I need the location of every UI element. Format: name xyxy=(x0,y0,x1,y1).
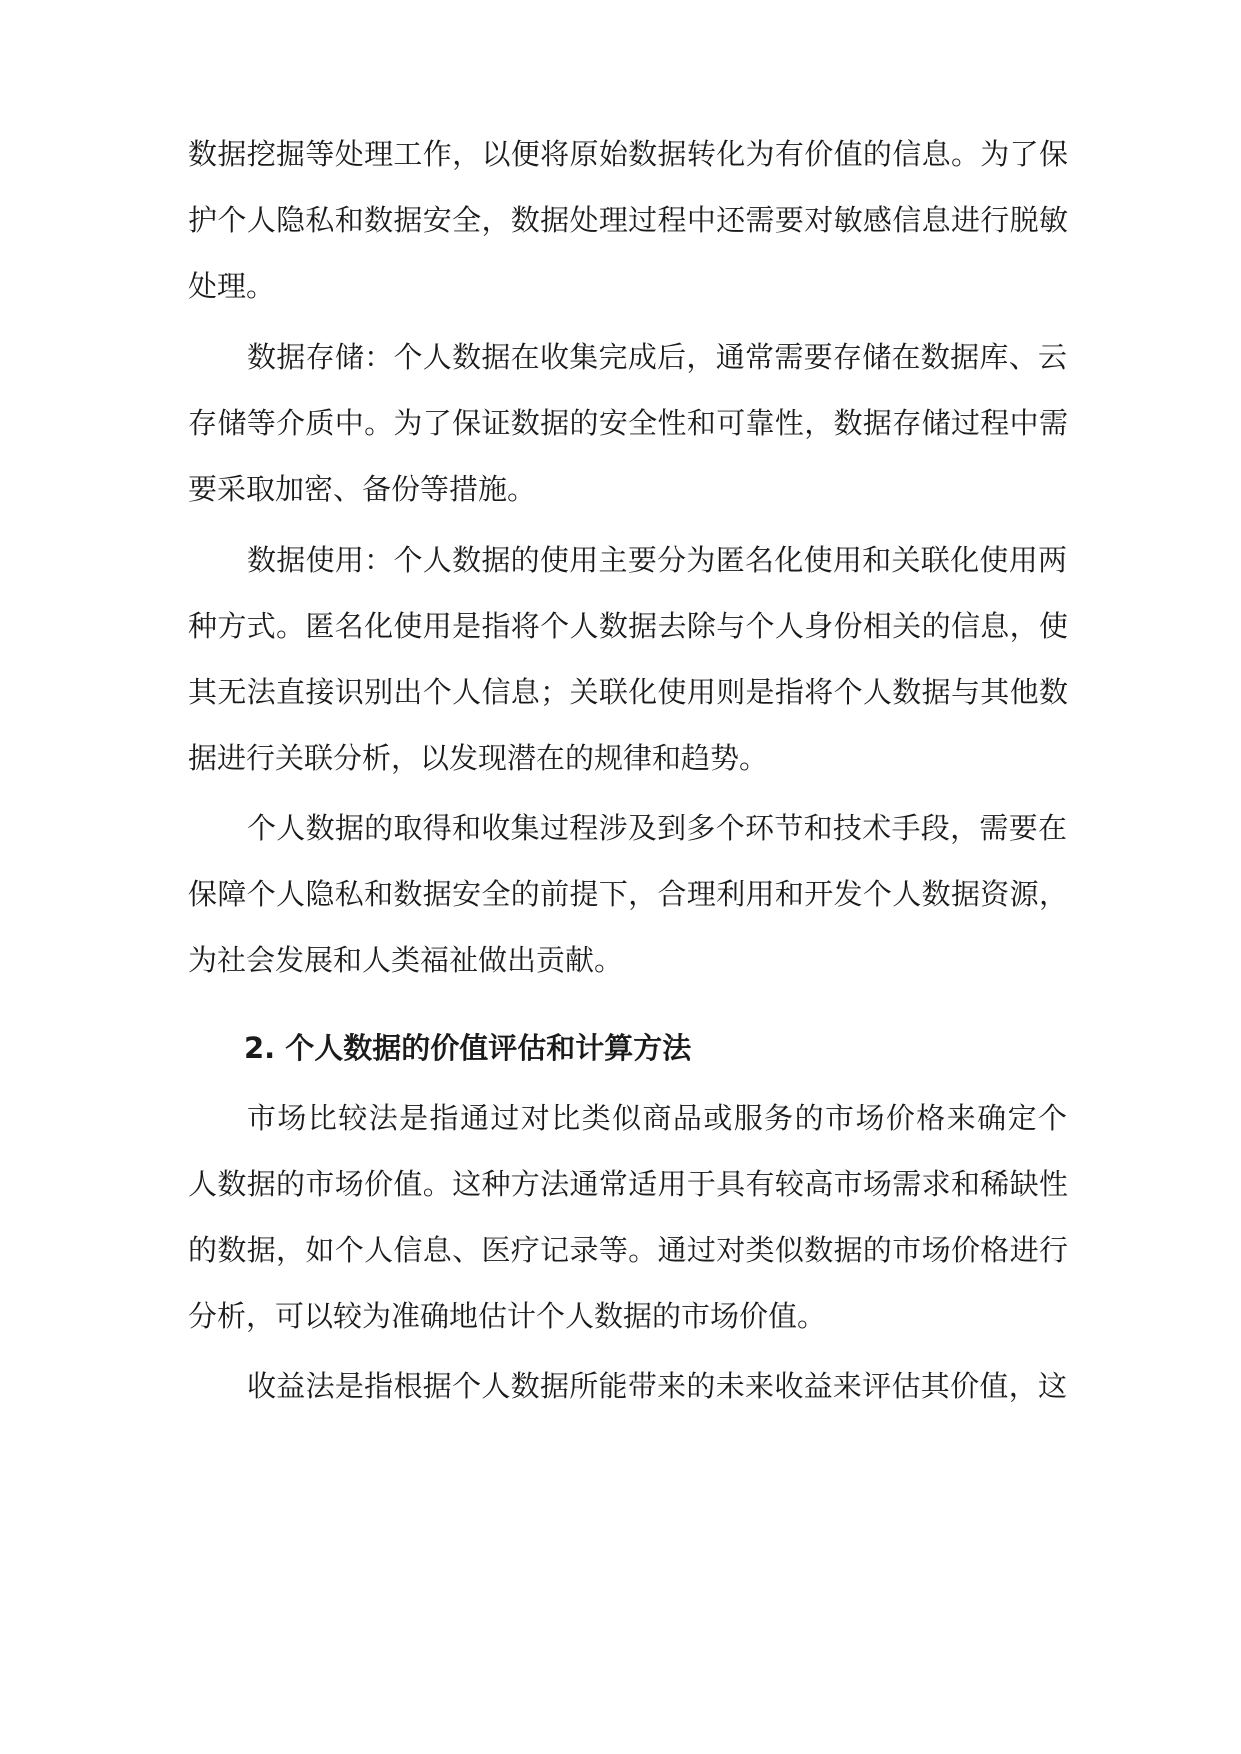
paragraph-line: 种方式。匿名化使用是指将个人数据去除与个人身份相关的信息，使 xyxy=(188,609,1068,643)
paragraph-line: 市场比较法是指通过对比类似商品或服务的市场价格来确定个 xyxy=(247,1101,1067,1135)
paragraph-line: 存储等介质中。为了保证数据的安全性和可靠性，数据存储过程中需 xyxy=(188,406,1068,440)
paragraph-line: 数据使用：个人数据的使用主要分为匿名化使用和关联化使用两 xyxy=(247,543,1067,577)
paragraph-line: 人数据的市场价值。这种方法通常适用于具有较高市场需求和稀缺性 xyxy=(188,1167,1068,1201)
paragraph-line: 分析，可以较为准确地估计个人数据的市场价值。 xyxy=(188,1299,827,1333)
paragraph-line: 据进行关联分析，以发现潜在的规律和趋势。 xyxy=(188,741,769,775)
paragraph-line: 数据存储：个人数据在收集完成后，通常需要存储在数据库、云 xyxy=(247,340,1067,374)
paragraph-line: 个人数据的取得和收集过程涉及到多个环节和技术手段，需要在 xyxy=(247,811,1067,845)
paragraph-line: 数据挖掘等处理工作，以便将原始数据转化为有价值的信息。为了保 xyxy=(188,137,1068,171)
paragraph-line: 护个人隐私和数据安全，数据处理过程中还需要对敏感信息进行脱敏 xyxy=(188,203,1068,237)
section-heading: 2. 个人数据的价值评估和计算方法 xyxy=(244,1031,692,1065)
paragraph-line: 收益法是指根据个人数据所能带来的未来收益来评估其价值，这 xyxy=(247,1369,1067,1403)
paragraph-line: 保障个人隐私和数据安全的前提下，合理利用和开发个人数据资源， xyxy=(188,877,1068,911)
paragraph-line: 要采取加密、备份等措施。 xyxy=(188,472,537,506)
paragraph-line: 为社会发展和人类福祉做出贡献。 xyxy=(188,943,624,977)
paragraph-line: 处理。 xyxy=(188,269,276,303)
paragraph-line: 的数据，如个人信息、医疗记录等。通过对类似数据的市场价格进行 xyxy=(188,1233,1068,1267)
paragraph-line: 其无法直接识别出个人信息；关联化使用则是指将个人数据与其他数 xyxy=(188,675,1068,709)
